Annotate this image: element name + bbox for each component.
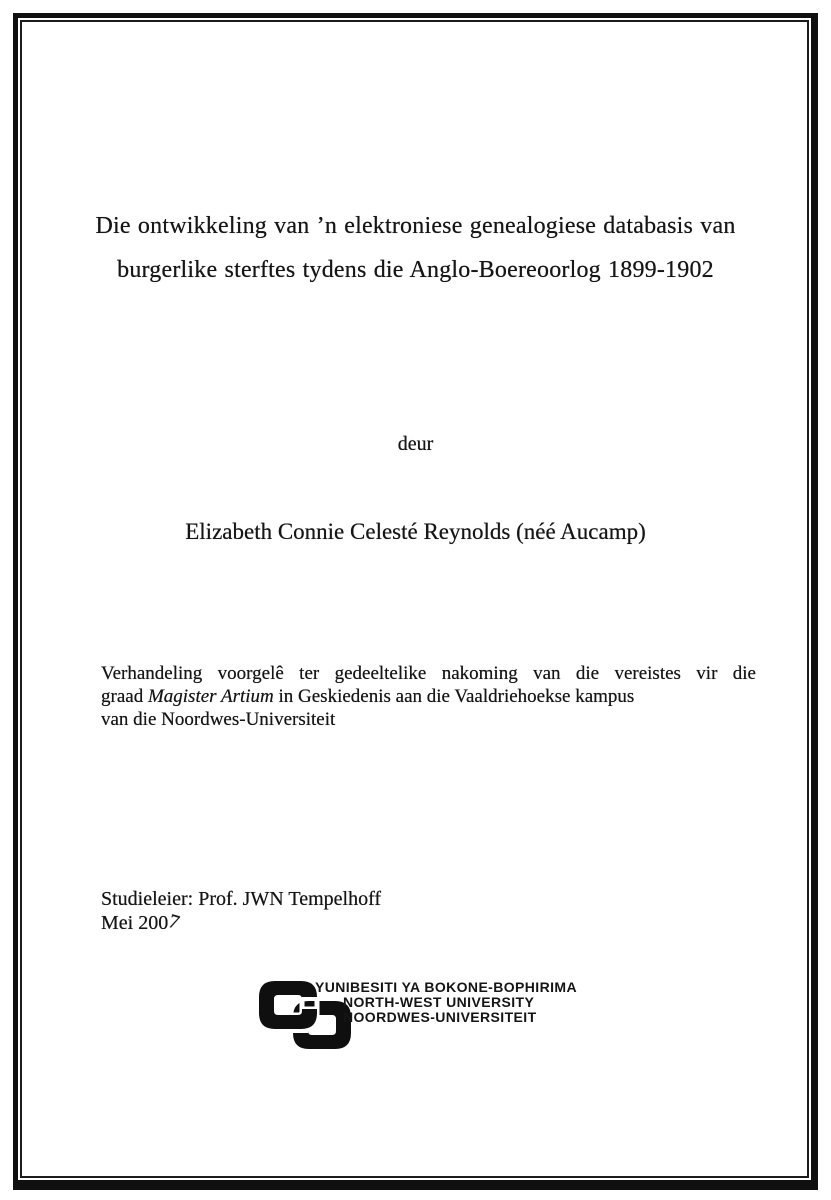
- thesis-title-line-1: Die ontwikkeling van ’n elektroniese genealogiese databasis van: [95, 213, 736, 239]
- thesis-title-line-2: burgerlike sterftes tydens die Anglo-Boereoorlog 1899-1902: [117, 257, 714, 283]
- logo-text-afrikaans: NOORDWES-UNIVERSITEIT: [343, 1009, 537, 1025]
- degree-statement-line-2-suffix: in Geskiedenis aan die Vaaldriehoekse kampus: [273, 686, 635, 707]
- supervisor-line: Studieleier: Prof. JWN Tempelhoff: [101, 888, 382, 910]
- degree-statement-line-3: van die Noordwes-Universiteit: [101, 709, 336, 730]
- byline-label: deur: [397, 433, 434, 455]
- date-line: [101, 911, 381, 935]
- degree-name-italic: Magister Artium: [147, 686, 274, 707]
- degree-statement: [101, 662, 756, 731]
- author-name: Elizabeth Connie Celesté Reynolds (néé Aucamp): [185, 519, 646, 544]
- degree-statement-line-2: [101, 685, 756, 708]
- logo-text-english: NORTH-WEST UNIVERSITY: [343, 994, 535, 1010]
- date-last-digit: 7: [166, 910, 182, 935]
- date-prefix: Mei 200: [101, 912, 169, 934]
- degree-statement-line-1: Verhandeling voorgelê ter gedeeltelike nakoming van die vereistes vir die: [101, 663, 756, 684]
- supervisor-and-date: [101, 887, 381, 935]
- degree-statement-line-2-prefix: graad: [101, 686, 148, 707]
- thesis-title: [0, 204, 831, 292]
- logo-text-setswana: YUNIBESITI YA BOKONE-BOPHIRIMA: [315, 979, 577, 995]
